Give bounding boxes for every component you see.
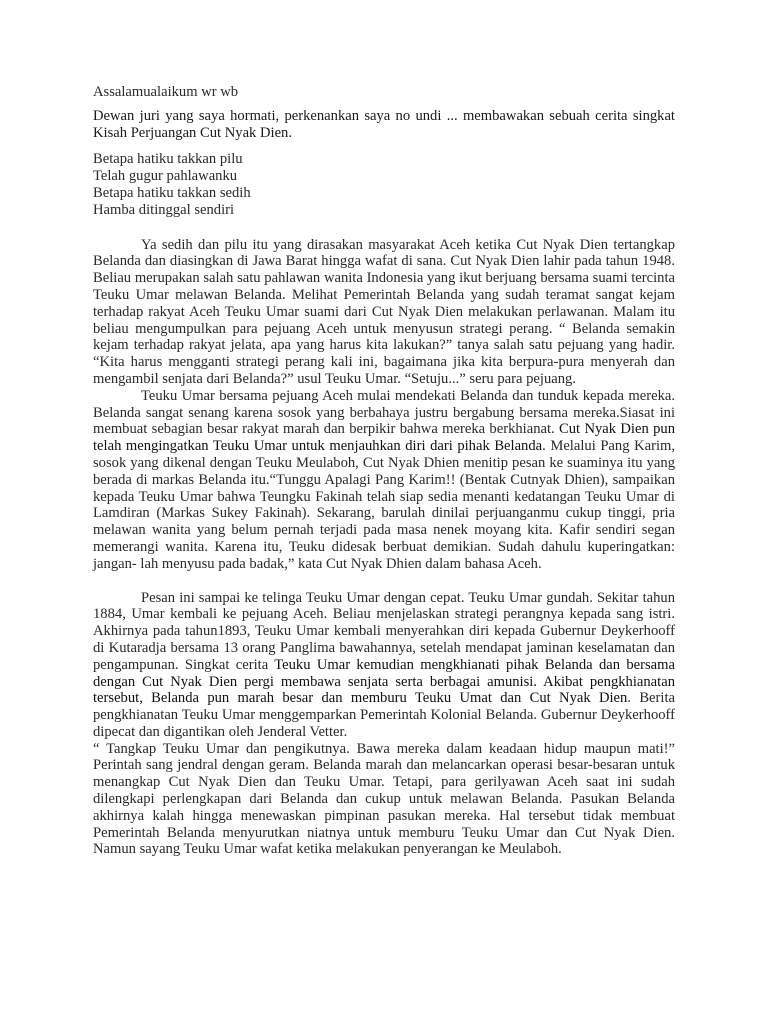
story-paragraph-1: Ya sedih dan pilu itu yang dirasakan masyarakat Aceh ketika Cut Nyak Dien tertangkap Belanda dan diasingkan di Jawa Barat hingga wafat di sana. Cut Nyak Dien lahir pada tahun 1948. Beliau merupakan salah satu pahlawan wanita Indonesia yang ikut berjuang bersama suami tercinta Teuku Umar melawan Belanda. Melihat Pemerintah Belanda yang sudah teramat sangat kejam terhadap rakyat Aceh Teuku Umar suami dari Cut Nyak Dien melakukan perlawanan. Malam itu beliau mengumpulkan para pejuang Aceh untuk menyusun strategi perang. “ Belanda semakin kejam terhadap rakyat jelata, apa yang harus kita lakukan?” tanya salah satu pejuang yang hadir. “Kita harus mengganti strategi perang kali ini, bagaimana jika kita berpura-pura menyerah dan mengambil senjata dari Belanda?” usul Teuku Umar. “Setuju...” seru para pejuang. — [93, 236, 675, 387]
poem-line: Betapa hatiku takkan sedih — [93, 184, 251, 201]
paragraph-2-highlight: Cut Nyak Dien pun telah mengingatkan Teuku Umar untuk menjauhkan diri dari pihak Belanda — [93, 421, 675, 455]
paragraph-3-highlight: Teuku Umar kemudian mengkhianati pihak Belanda dan bersama dengan Cut Nyak Dien pergi membawa senjata serta berbagai amunisi. Akibat pengkhianatan tersebut, Belanda pun marah besar dan memburu Teuku Umat dan Cut Nyak Dien — [93, 656, 675, 707]
poem — [93, 151, 675, 218]
intro-paragraph: Dewan juri yang saya hormati, perkenankan saya no undi ... membawakan sebuah cerita singkat Kisah Perjuangan Cut Nyak Dien. — [93, 107, 675, 141]
paragraph-3-text: . Berita pengkhianatan Teuku Umar menggemparkan Pemerintah Kolonial Belanda. Gubernur Deykerhooff dipecat dan digantikan oleh Jenderal Vetter. — [93, 690, 675, 740]
poem-line: Telah gugur pahlawanku — [93, 168, 238, 185]
story-paragraph-2 — [93, 388, 675, 573]
poem-line: Hamba ditinggal sendiri — [93, 201, 235, 218]
document-page — [93, 84, 675, 858]
story-paragraph-4: “ Tangkap Teuku Umar dan pengikutnya. Bawa mereka dalam keadaan hidup maupun mati!” Perintah sang jendral dengan geram. Belanda marah dan melancarkan operasi besar-besaran untuk menangkap Cut Nyak Dien dan Teuku Umar. Tetapi, para gerilyawan Aceh saat ini sudah dilengkapi perlengkapan dari Belanda dan cukup untuk melawan Belanda. Pasukan Belanda akhirnya kalah hingga menewaskan pimpinan pasukan mereka. Hal tersebut tidak membuat Pemerintah Belanda menyurutkan niatnya untuk memburu Teuku Umar dan Cut Nyak Dien. Namun sayang Teuku Umar wafat ketika melakukan penyerangan ke Meulaboh. — [93, 740, 675, 858]
poem-line: Betapa hatiku takkan pilu — [93, 151, 243, 168]
paragraph-2-text: . Melalui Pang Karim, sosok yang dikenal dengan Teuku Meulaboh, Cut Nyak Dhien menitip pesan ke suaminya itu yang berada di markas Belanda itu.“Tunggu Apalagi Pang Karim!! (Bentak Cutnyak Dhien), sampaikan kepada Teuku Umar bahwa Teungku Fakinah telah siap sedia menanti kedatangan Teuku Umar di Lamdiran (Markas Sukey Fakinah). Sekarang, barulah dinilai perjuanganmu cukup tinggi, pria melawan wanita yang belum pernah terjadi pada masa nenek moyang kita. Kafir sendiri segan memerangi wanita. Karena itu, Teuku didesak berbuat demikian. Sudah dahulu kuperingatkan: jangan- lah menyusu pada badak,” kata Cut Nyak Dhien dalam bahasa Aceh. — [93, 438, 676, 572]
story-paragraph-3 — [93, 590, 675, 741]
paragraph-3-text: Pesan ini sampai ke telinga Teuku Umar dengan cepat. Teuku Umar gundah. Sekitar tahun 1884, Umar kembali ke pejuang Aceh. Beliau menjelaskan strategi perangnya kepada sang istri. Akhirnya pada tahun1893, Teuku Umar kembali menyerahkan diri kepada Gubernur Deykerhooff di Kutaradja bersama 13 orang Panglima bawahannya, setelah mendapat jaminan keselamatan dan pengampunan. Singkat cerita — [93, 589, 675, 673]
salutation: Assalamualaikum wr wb — [93, 84, 239, 100]
paragraph-2-text: Teuku Umar bersama pejuang Aceh mulai mendekati Belanda dan tunduk kepada mereka. Belanda sangat senang karena sosok yang berbahaya justru bergabung bersama mereka.Siasat ini membuat sebagian besar rakyat marah dan berpikir bahwa mereka berkhianat. — [93, 387, 675, 438]
